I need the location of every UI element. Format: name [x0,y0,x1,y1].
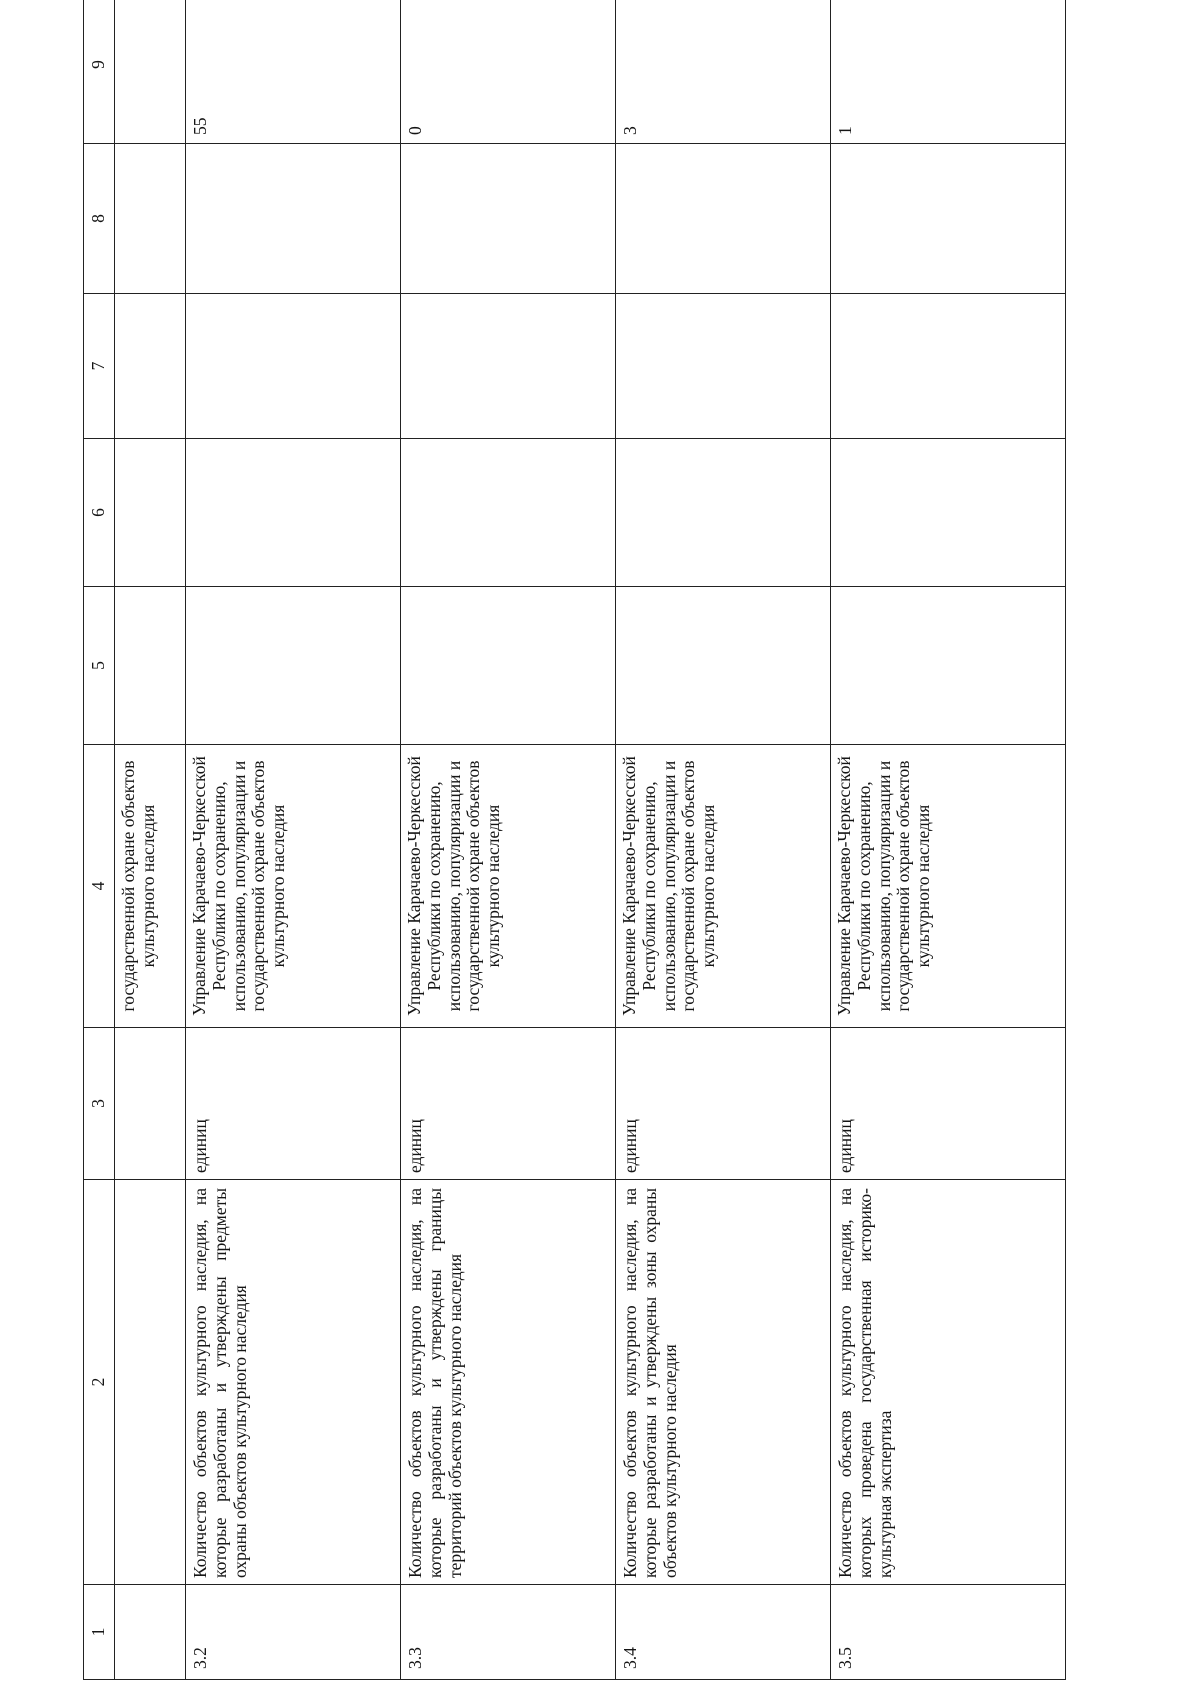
row-description: Количество объектов культурного наследия, на которые разработаны и утверждены предметы охраны объектов культурного наследия [186,1180,401,1585]
row-responsible: Управление Карачаево-Черкесской Республики по сохранению, использованию, популяризации и государственной охране объектов культурного наследия [831,745,1066,1028]
header-row [84,0,115,1680]
header-col-1: 1 [84,1585,115,1680]
row-col9: 3 [616,0,831,144]
row-col7 [186,294,401,439]
row-unit: единиц [186,1028,401,1180]
row-responsible: Управление Карачаево-Черкесской Республики по сохранению, использованию, популяризации и государственной охране объектов культурного наследия [616,745,831,1028]
continuation-org-text: государственной охране объектов культурного наследия [115,745,186,1028]
row-col8 [616,144,831,294]
row-responsible: Управление Карачаево-Черкесской Республики по сохранению, использованию, популяризации и государственной охране объектов культурного наследия [186,745,401,1028]
header-col-3: 3 [84,1028,115,1180]
header-col-9: 9 [84,0,115,144]
row-col6 [186,439,401,587]
header-col-7: 7 [84,294,115,439]
row-col6 [401,439,616,587]
row-col7 [616,294,831,439]
row-col5 [186,587,401,745]
row-col7 [831,294,1066,439]
row-col5 [831,587,1066,745]
row-description: Количество объектов культурного наследия, на которые разработаны и утверждены границы территорий объектов культурного наследия [401,1180,616,1585]
row-col9: 55 [186,0,401,144]
continuation-row [115,0,186,1680]
table-row [831,0,1066,1680]
row-number: 3.3 [401,1585,616,1680]
row-col5 [401,587,616,745]
header-col-5: 5 [84,587,115,745]
row-responsible: Управление Карачаево-Черкесской Республики по сохранению, использованию, популяризации и государственной охране объектов культурного наследия [401,745,616,1028]
header-col-4: 4 [84,745,115,1028]
row-unit: единиц [831,1028,1066,1180]
table-row [186,0,401,1680]
row-unit: единиц [616,1028,831,1180]
row-col5 [616,587,831,745]
row-col6 [831,439,1066,587]
header-col-2: 2 [84,1180,115,1585]
row-description: Количество объектов культурного наследия, на которых проведена государственная историко-культурная экспертиза [831,1180,1066,1585]
row-number: 3.5 [831,1585,1066,1680]
row-col9: 0 [401,0,616,144]
row-col7 [401,294,616,439]
row-number: 3.2 [186,1585,401,1680]
row-col9: 1 [831,0,1066,144]
rotated-page [73,60,1093,1690]
indicators-table [83,0,1066,1680]
row-col8 [186,144,401,294]
row-col6 [616,439,831,587]
row-description: Количество объектов культурного наследия, на которые разработаны и утверждены зоны охраны объектов культурного наследия [616,1180,831,1585]
header-col-8: 8 [84,144,115,294]
row-col8 [401,144,616,294]
table-row [616,0,831,1680]
table-row [401,0,616,1680]
row-number: 3.4 [616,1585,831,1680]
header-col-6: 6 [84,439,115,587]
row-unit: единиц [401,1028,616,1180]
row-col8 [831,144,1066,294]
